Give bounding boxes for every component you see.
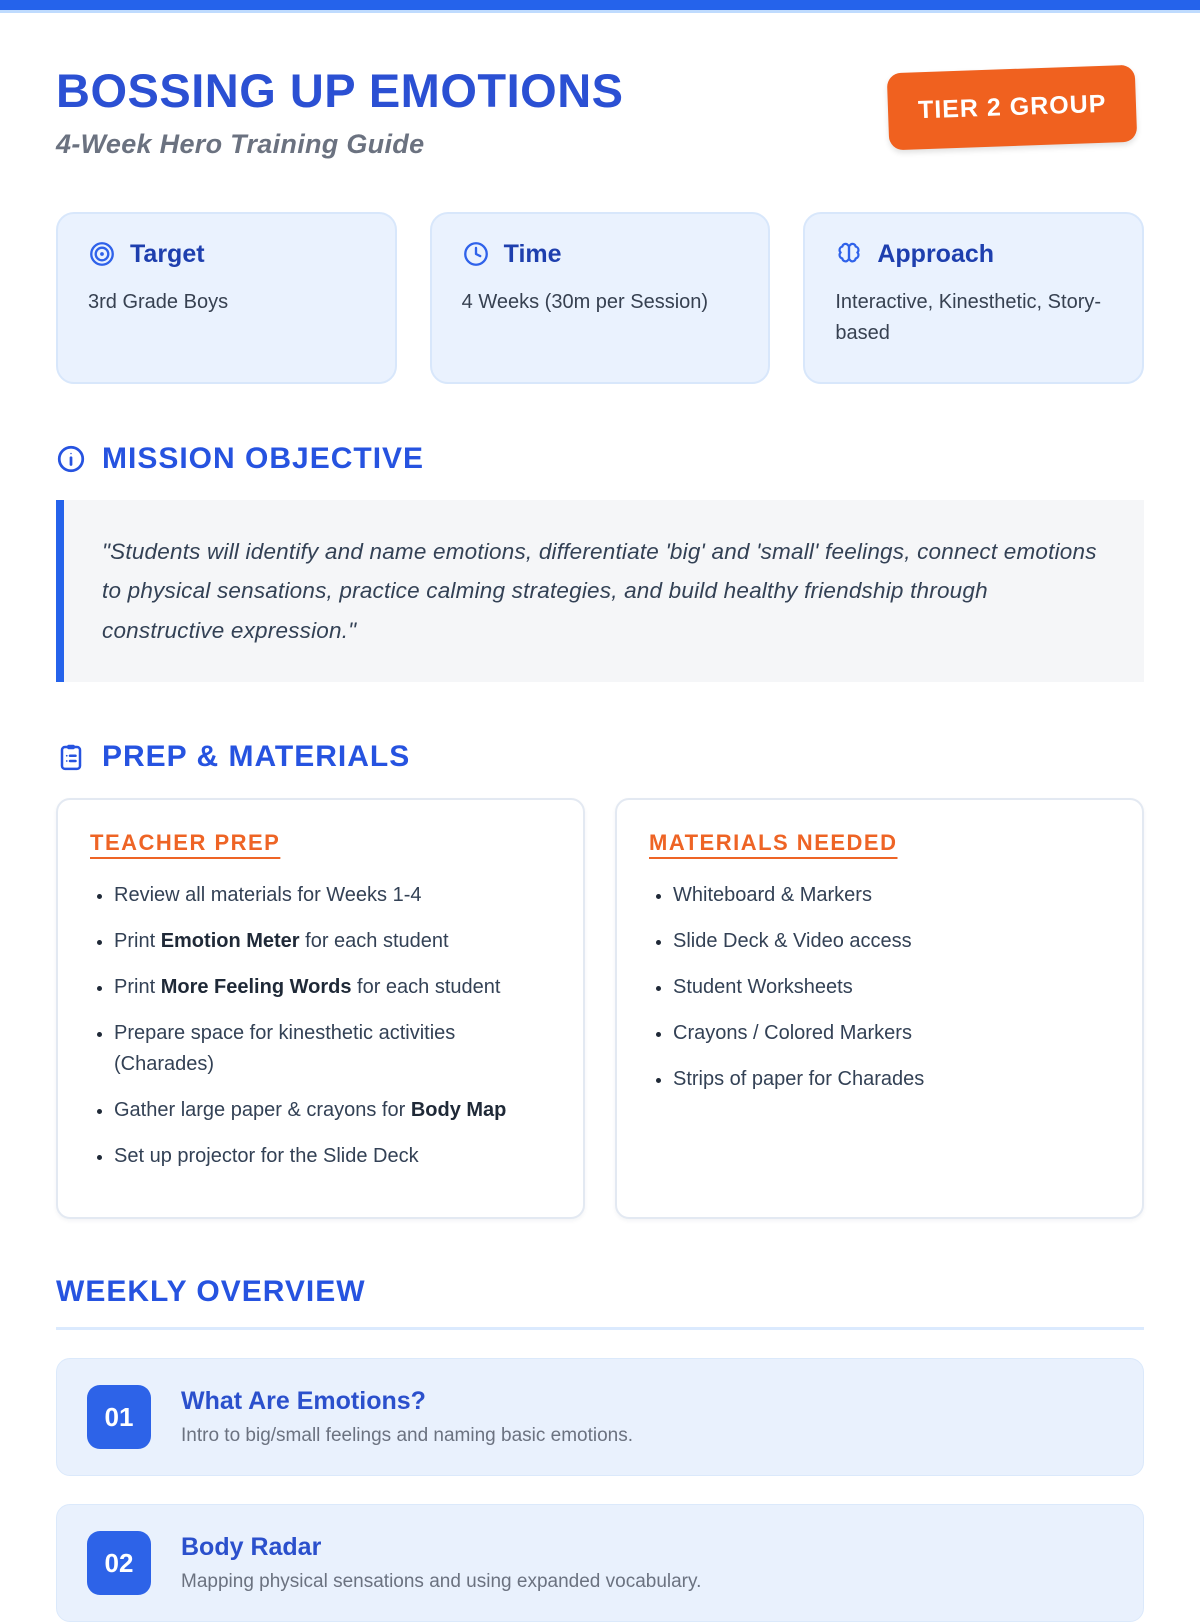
title-block <box>56 64 624 160</box>
info-card-body: 3rd Grade Boys <box>88 290 229 313</box>
week-title: What Are Emotions? <box>181 1387 426 1416</box>
list-item: • Crayons / Colored Markers <box>673 1018 1110 1049</box>
info-card-approach <box>803 212 1144 384</box>
week-card-1 <box>56 1358 1144 1476</box>
materials-needed-card <box>615 798 1144 1219</box>
mission-heading-row <box>56 442 1144 476</box>
clock-icon <box>462 240 490 268</box>
tier-badge: TIER 2 GROUP <box>886 65 1137 151</box>
materials-needed-heading: MATERIALS NEEDED <box>649 830 898 856</box>
week-text-block <box>181 1387 633 1447</box>
prep-heading: PREP & MATERIALS <box>102 740 411 774</box>
info-card-target <box>56 212 397 384</box>
info-card-time <box>430 212 771 384</box>
target-icon <box>88 240 116 268</box>
weekly-divider <box>56 1327 1144 1330</box>
list-item: • Print Emotion Meter for each student <box>114 926 551 957</box>
list-item: • Strips of paper for Charades <box>673 1064 1110 1095</box>
week-description: Intro to big/small feelings and naming basic emotions. <box>181 1425 634 1447</box>
list-item: • Slide Deck & Video access <box>673 926 1110 957</box>
page-container <box>0 64 1200 1622</box>
page-header <box>56 64 1144 160</box>
list-item: • Student Worksheets <box>673 972 1110 1003</box>
list-item: • Gather large paper & crayons for Body Map <box>114 1095 551 1126</box>
week-description: Mapping physical sensations and using expanded vocabulary. <box>181 1571 702 1593</box>
info-card-title: Time <box>503 239 562 268</box>
brain-icon <box>835 240 863 268</box>
mission-quote: "Students will identify and name emotions, differentiate 'big' and 'small' feelings, connect emotions to physical sensations, practice calming strategies, and build healthy friendship through constructive expression." <box>56 500 1144 682</box>
info-icon <box>56 444 86 474</box>
info-card-body: Interactive, Kinesthetic, Story-based <box>835 290 1102 344</box>
week-number-badge: 01 <box>87 1385 151 1449</box>
prep-heading-row <box>56 740 1144 774</box>
weekly-section <box>56 1275 1144 1622</box>
prep-section <box>56 740 1144 1219</box>
teacher-prep-card <box>56 798 585 1219</box>
clipboard-icon <box>56 742 86 772</box>
info-card-head <box>462 240 739 269</box>
mission-heading: MISSION OBJECTIVE <box>102 441 425 475</box>
list-item: • Whiteboard & Markers <box>673 880 1110 911</box>
top-accent-bar <box>0 0 1200 13</box>
weekly-heading: WEEKLY OVERVIEW <box>56 1275 366 1309</box>
materials-needed-list <box>649 880 1110 1095</box>
week-number-badge: 02 <box>87 1531 151 1595</box>
teacher-prep-heading: TEACHER PREP <box>90 830 281 856</box>
week-text-block <box>181 1533 701 1593</box>
info-card-title: Target <box>130 239 205 268</box>
info-card-head <box>88 240 365 269</box>
list-item: • Set up projector for the Slide Deck <box>114 1141 551 1172</box>
list-item: • Review all materials for Weeks 1-4 <box>114 880 551 911</box>
mission-section <box>56 442 1144 682</box>
page-subtitle: 4-Week Hero Training Guide <box>56 128 425 159</box>
info-cards-row <box>56 212 1144 384</box>
info-card-title: Approach <box>877 239 995 268</box>
info-card-head <box>835 240 1112 269</box>
list-item: • Prepare space for kinesthetic activities (Charades) <box>114 1018 551 1080</box>
week-card-2 <box>56 1504 1144 1622</box>
prep-columns <box>56 798 1144 1219</box>
page-title: BOSSING UP EMOTIONS <box>56 64 624 117</box>
info-card-body: 4 Weeks (30m per Session) <box>461 290 709 313</box>
teacher-prep-list <box>90 880 551 1172</box>
week-title: Body Radar <box>181 1533 322 1562</box>
list-item: • Print More Feeling Words for each student <box>114 972 551 1003</box>
